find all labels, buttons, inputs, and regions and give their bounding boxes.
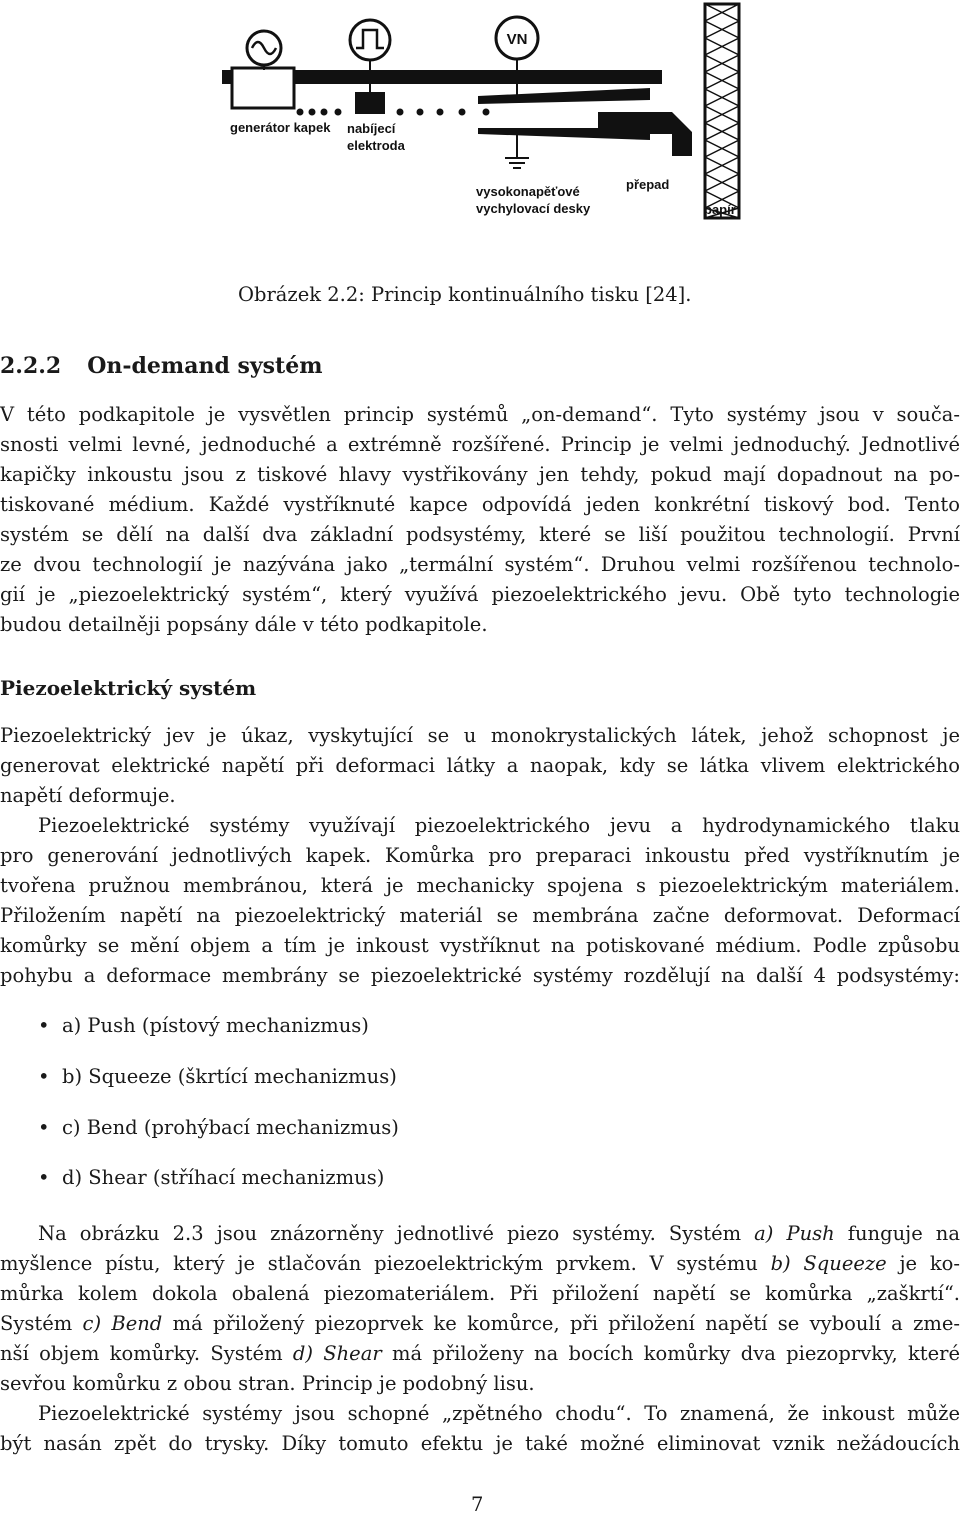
label-paper: papír [704,202,736,217]
para4-line: sevřou komůrku z obou stran. Princip je podobný lisu. [0,1372,535,1395]
charging-electrode [355,92,385,114]
para1-line: kapičky inkoustu jsou z tiskové hlavy vystřikovány jen tehdy, pokud mají dopadnout na po- [0,463,960,486]
para4-line: myšlence pístu, který je stlačován piezoelektrickým prvkem. V systému b) Squeeze je ko- [0,1252,960,1275]
para1-line: systém se dělí na další dva základní podsystémy, které se liší použitou technologií. První [0,523,960,546]
para3-line: pro generování jednotlivých kapek. Komůrka pro preparaci inkoustu před vystříknutím je [0,844,960,867]
para3-line: Přiložením napětí na piezoelektrický materiál se membrána začne deformovat. Deformací [0,904,960,927]
para1-line: snosti velmi levné, jednoduché a extrémně rozšířené. Princip je velmi jednoduchý. Jednotlivé [0,433,960,456]
label-generator: generátor kapek [230,120,331,135]
para2-line: Piezoelektrický jev je úkaz, vyskytující se u monokrystalických látek, jehož schopnost je [0,724,960,747]
pulse-source-icon [350,20,390,60]
list-item: • c) Bend (prohýbací mechanizmus) [38,1116,399,1139]
para1-line: budou detailněji popsány dále v této podkapitole. [0,613,488,636]
overflow-gutter [598,112,692,156]
label-electrode-1: nabíjecí [347,121,396,136]
bullet-icon: • [38,1116,50,1139]
section-heading [0,353,322,379]
section-number: 2.2.2 [0,353,62,379]
section-title: On-demand systém [87,353,323,379]
para4-line: můrka kolem dokola obalená piezomateriálem. Při přiložení napětí se komůrka „zaškrtí“. [0,1282,960,1305]
deflection-plate-top [478,88,650,104]
vn-label: VN [506,31,528,48]
page-number: 7 [471,1493,484,1516]
label-plates-1: vysokonapěťové [476,184,580,199]
ink-drops [297,109,490,116]
para5-line: být nasán zpět do trysky. Díky tomuto efektu je také možné eliminovat vznik nežádoucích [0,1432,960,1455]
para4-line: nší objem komůrky. Systém d) Shear má přiloženy na bocích komůrky dva piezoprvky, které [0,1342,960,1365]
para1-line: gií je „piezoelektrický systém“, který využívá piezoelektrického jevu. Obě tyto technologie [0,583,960,606]
para4-line: Systém c) Bend má přiložený piezoprvek ke komůrce, při přiložení napětí se vyboulí a zme- [0,1312,960,1335]
list-item: • b) Squeeze (škrtící mechanizmus) [38,1065,397,1088]
para4-line: Na obrázku 2.3 jsou znázorněny jednotlivé piezo systémy. Systém a) Push funguje na [38,1222,960,1245]
high-voltage-source-icon [496,17,538,59]
para1-line: ze dvou technologií je nazývána jako „termální systém“. Druhou velmi rozšířenou technolo- [0,553,960,576]
bullet-icon: • [38,1166,50,1189]
para5-line: Piezoelektrické systémy jsou schopné „zpětného chodu“. To znamená, že inkoust může [38,1402,960,1425]
continuous-inkjet-diagram [0,0,960,232]
droplet-generator [232,68,294,108]
para1-line: V této podkapitole je vysvětlen princip systémů „on-demand“. Tyto systémy jsou v souča- [0,403,960,426]
figure-caption: Obrázek 2.2: Princip kontinuálního tisku [24]. [238,283,692,306]
label-overflow: přepad [626,177,670,192]
subsection-heading: Piezoelektrický systém [0,676,257,700]
bullet-icon: • [38,1065,50,1088]
para1-line: tiskované médium. Každé vystříknuté kapce odpovídá jeden konkrétní tiskový bod. Tento [0,493,960,516]
bullet-icon: • [38,1014,50,1037]
ground-icon [505,134,529,168]
para3-line: pohybu a deformace membrány se piezoelektrické systémy rozdělují na další 4 podsystémy: [0,964,960,987]
sine-source-icon [247,31,281,65]
label-plates-2: vychylovací desky [476,201,591,216]
label-electrode-2: elektroda [347,138,405,153]
para3-line: Piezoelektrické systémy využívají piezoelektrického jevu a hydrodynamického tlaku [38,814,960,837]
para3-line: komůrky se mění objem a tím je inkoust vystříknut na potiskované médium. Podle způsobu [0,934,960,957]
para2-line: generovat elektrické napětí při deformaci látky a naopak, kdy se látka vlivem elektrického [0,754,960,777]
list-item: • d) Shear (stříhací mechanizmus) [38,1166,385,1189]
para3-line: tvořena pružnou membránou, která je mechanicky spojena s piezoelektrickým materiálem. [0,874,960,897]
para2-line: napětí deformuje. [0,784,176,807]
list-item: • a) Push (pístový mechanizmus) [38,1014,369,1037]
paper-lattice [705,4,739,218]
